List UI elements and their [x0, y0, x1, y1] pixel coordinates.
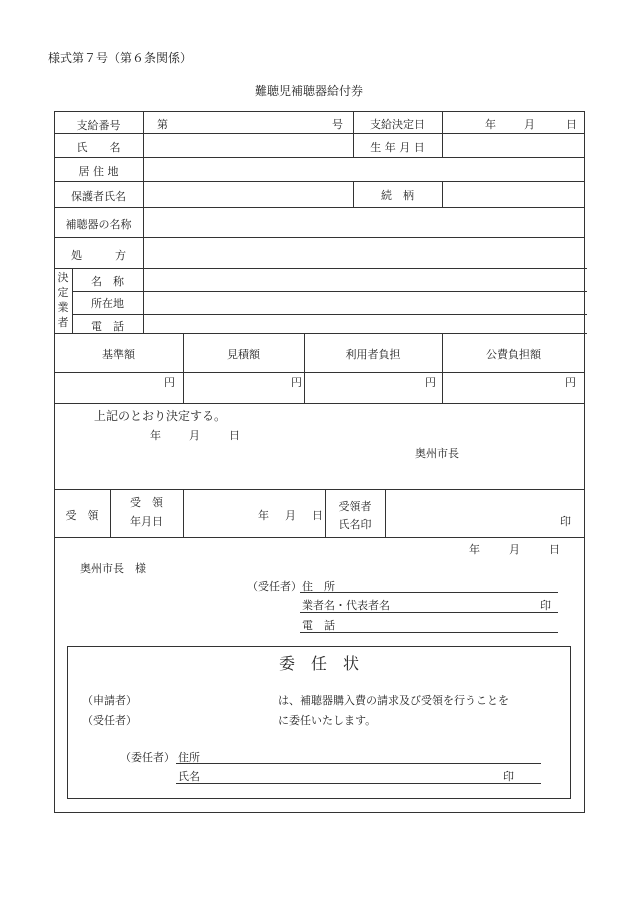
label-shozaichi: 所在地: [91, 297, 124, 310]
seal-mark: 印: [560, 515, 571, 528]
receipt-tsuki: 月: [285, 509, 296, 522]
label-juryo: 受 領: [65, 509, 99, 522]
label-shimei-in: 氏名印: [338, 518, 372, 531]
row-line: [54, 403, 585, 404]
col-line: [304, 333, 305, 403]
decision-tsuki: 月: [189, 429, 200, 442]
unit-yen: 円: [291, 376, 302, 389]
seal-mark: 印: [540, 599, 551, 612]
row-line: [54, 237, 585, 238]
label-go: 号: [332, 118, 343, 131]
row-line: [54, 157, 585, 158]
decision-text: 上記のとおり決定する。: [94, 409, 227, 423]
seal-mark: 印: [503, 770, 514, 783]
label-juryo-2: 受 領: [130, 496, 163, 509]
label-shimei: 氏名: [178, 770, 200, 783]
receipt-hi: 日: [312, 509, 323, 522]
col-line: [183, 489, 184, 537]
label-shikyu-kettei-bi: 支給決定日: [370, 118, 425, 131]
request-tsuki: 月: [509, 543, 520, 556]
col-line: [442, 111, 443, 157]
label-denwa: 電 話: [91, 320, 124, 333]
proxy-name-line: [176, 783, 541, 784]
row-line: [54, 181, 585, 182]
form-title: 難聴児補聴器給付券: [255, 84, 364, 98]
row-line: [54, 372, 585, 373]
phone-line: [300, 632, 558, 633]
label-zokugara: 続 柄: [381, 189, 414, 202]
header-kijungaku: 基準額: [102, 348, 135, 361]
label-dai: 第: [157, 118, 168, 131]
row-line: [72, 291, 587, 292]
label-seinengappi: 生 年 月 日: [370, 141, 425, 154]
row-line: [54, 133, 585, 134]
label-shoho: 処 方: [71, 249, 126, 262]
label-kyojuchi: 居 住 地: [78, 165, 119, 178]
row-line: [54, 537, 585, 538]
unit-yen: 円: [565, 376, 576, 389]
row-line: [54, 489, 585, 490]
row-line: [72, 314, 587, 315]
label-shinseisha: （申請者）: [82, 694, 137, 707]
address-line: [300, 592, 558, 593]
label-jyuninsha: （受任者）: [82, 714, 137, 727]
label-shimei: 氏 名: [76, 141, 121, 154]
label-jusho: 住 所: [302, 580, 335, 593]
label-denwa: 電 話: [302, 619, 335, 632]
header-kohi-futangaku: 公費負担額: [486, 348, 541, 361]
unit-yen: 円: [425, 376, 436, 389]
label-hochoki-meisho: 補聴器の名称: [65, 218, 132, 231]
vendor-line: [300, 612, 558, 613]
decision-mayor: 奥州市長: [415, 447, 459, 460]
label-nen: 年: [485, 118, 496, 131]
proxy-text-2: に委任いたします。: [278, 714, 377, 727]
proxy-address-line: [176, 763, 541, 764]
label-jusho: 住所: [178, 751, 200, 764]
label-ketteigyosha: 決 定 業 者: [57, 271, 69, 329]
label-juryosha: 受領者: [338, 500, 372, 513]
proxy-text-1: は、補聴器購入費の請求及び受領を行うことを: [278, 694, 509, 707]
row-line: [54, 207, 585, 208]
decision-hi: 日: [229, 429, 240, 442]
form-number: 様式第７号（第６条関係）: [48, 51, 193, 65]
label-hi: 日: [566, 118, 577, 131]
request-nen: 年: [469, 543, 480, 556]
label-jyuninsha: （受任者）: [247, 580, 302, 593]
decision-nen: 年: [150, 429, 161, 442]
unit-yen: 円: [164, 376, 175, 389]
header-mitsumorigaku: 見積額: [227, 348, 260, 361]
header-riyosha-futan: 利用者負担: [345, 348, 401, 361]
col-line: [183, 333, 184, 403]
receipt-nen: 年: [258, 509, 269, 522]
label-tsuki: 月: [524, 118, 535, 131]
label-shikyu-bango: 支給番号: [76, 119, 121, 132]
request-hi: 日: [549, 543, 560, 556]
proxy-title: 委 任 状: [279, 654, 360, 673]
col-line: [442, 333, 443, 403]
label-meisho: 名 称: [91, 275, 124, 288]
col-line: [442, 181, 443, 207]
col-line: [385, 489, 386, 537]
label-nengappi: 年月日: [130, 515, 163, 528]
label-gyoshamei: 業者名・代表者名: [302, 599, 390, 612]
label-ininsha: （委任者）: [120, 751, 175, 764]
request-addressee: 奥州市長 様: [80, 562, 146, 575]
row-line: [54, 268, 587, 269]
col-line: [143, 111, 144, 333]
label-hogosha-shimei: 保護者氏名: [71, 190, 126, 203]
